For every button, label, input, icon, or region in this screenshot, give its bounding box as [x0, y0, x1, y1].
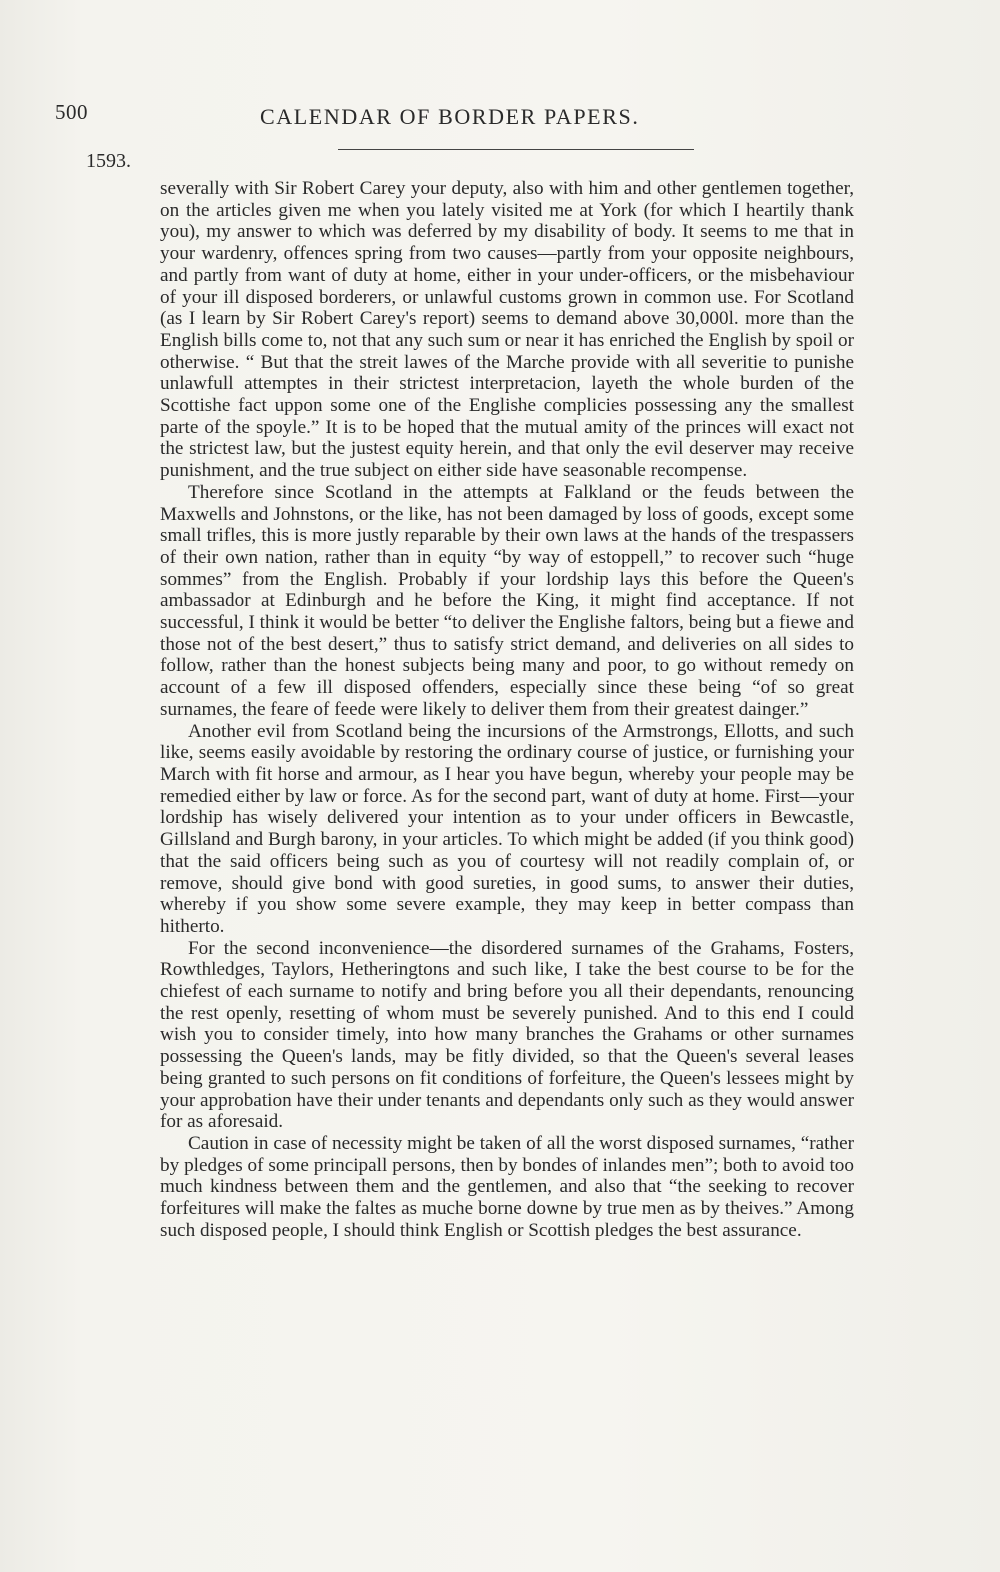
body-text: [160, 178, 854, 1241]
paragraph: Therefore since Scotland in the attempts at Falkland or the feuds between the Maxwells and Johnstons, or the like, has not been damaged by loss of goods, except some small trifles, this is more justly reparable by their own laws at the hands of the trespassers of their own nation, rather than in equity “by way of estoppell,” to recover such “huge sommes” from the English. Probably if your lordship lays this before the Queen's ambassador at Edinburgh and he before the King, it might find acceptance. If not successful, I think it would be better “to deliver the Englishe faltors, being but a fiewe and those not of the best desert,” thus to satisfy strict demand, and deliveries on all sides to follow, rather than the honest subjects being many and poor, to go without remedy on account of a few ill disposed offenders, especially since these being “of so great surnames, the feare of feede were likely to deliver them from their greatest dainger.”: [160, 481, 854, 720]
header-rule: [338, 149, 694, 150]
paragraph: Caution in case of necessity might be taken of all the worst disposed surnames, “rather by pledges of some principall persons, then by bondes of inlandes men”; both to avoid too much kindness between them and the gentlemen, and also that “the seeking to recover forfeitures will make the faltes as muche borne downe by true men as by theives.” Among such disposed people, I should think English or Scottish pledges the best assurance.: [160, 1132, 854, 1241]
paragraph: severally with Sir Robert Carey your deputy, also with him and other gentlemen together, on the articles given me when you lately visited me at York (for which I heartily thank you), my answer to which was deferred by my disability of body. It seems to me that in your wardenry, offences spring from two causes—partly from your opposite neighbours, and partly from want of duty at home, either in your under-officers, or the misbehaviour of your ill disposed borderers, or unlawful customs grown in common use. For Scotland (as I learn by Sir Robert Carey's report) seems to demand above 30,000l. more than the English bills come to, not that any such sum or near it has enriched the English by spoil or otherwise. “ But that the streit lawes of the Marche provide with all severitie to punishe unlawfull attemptes in their strictest interpretacion, layeth the whole burden of the Scottishe fact uppon some one of the Englishe complicies possessing any the smallest parte of the spoyle.” It is to be hoped that the mutual amity of the princes will exact not the strictest law, but the justest equity herein, and that only the evil deserver may receive punishment, and the true subject on either side have seasonable recompense.: [160, 178, 854, 482]
paragraph: For the second inconvenience—the disordered surnames of the Grahams, Fosters, Rowthledges, Taylors, Hetheringtons and such like, I take the best course to be for the chiefest of each surname to notify and bring before you all their dependants, renouncing the rest openly, resetting of whom must be severely punished. And to this end I could wish you to consider timely, into how many branches the Grahams or other surnames possessing the Queen's lands, may be fitly divided, so that the Queen's several leases being granted to such persons on fit conditions of forfeiture, the Queen's lessees might by your approbation have their under tenants and dependants only such as they would answer for as aforesaid.: [160, 937, 854, 1133]
running-head: CALENDAR OF BORDER PAPERS.: [260, 104, 640, 129]
page-number: 500: [55, 100, 88, 124]
paragraph: Another evil from Scotland being the incursions of the Armstrongs, Ellotts, and such like, seems easily avoidable by restoring the ordinary course of justice, or furnishing your March with fit horse and armour, as I hear you have begun, whereby your people may be remedied either by law or force. As for the second part, want of duty at home. First—your lordship has wisely delivered your intention as to your under officers in Bewcastle, Gillsland and Burgh barony, in your articles. To which might be added (if you think good) that the said officers being such as you of courtesy will not readily complain of, or remove, should give bond with good sureties, in good sums, to answer their duties, whereby if you show some severe example, they may keep in better compass than hitherto.: [160, 720, 854, 937]
margin-year: 1593.: [86, 150, 131, 172]
